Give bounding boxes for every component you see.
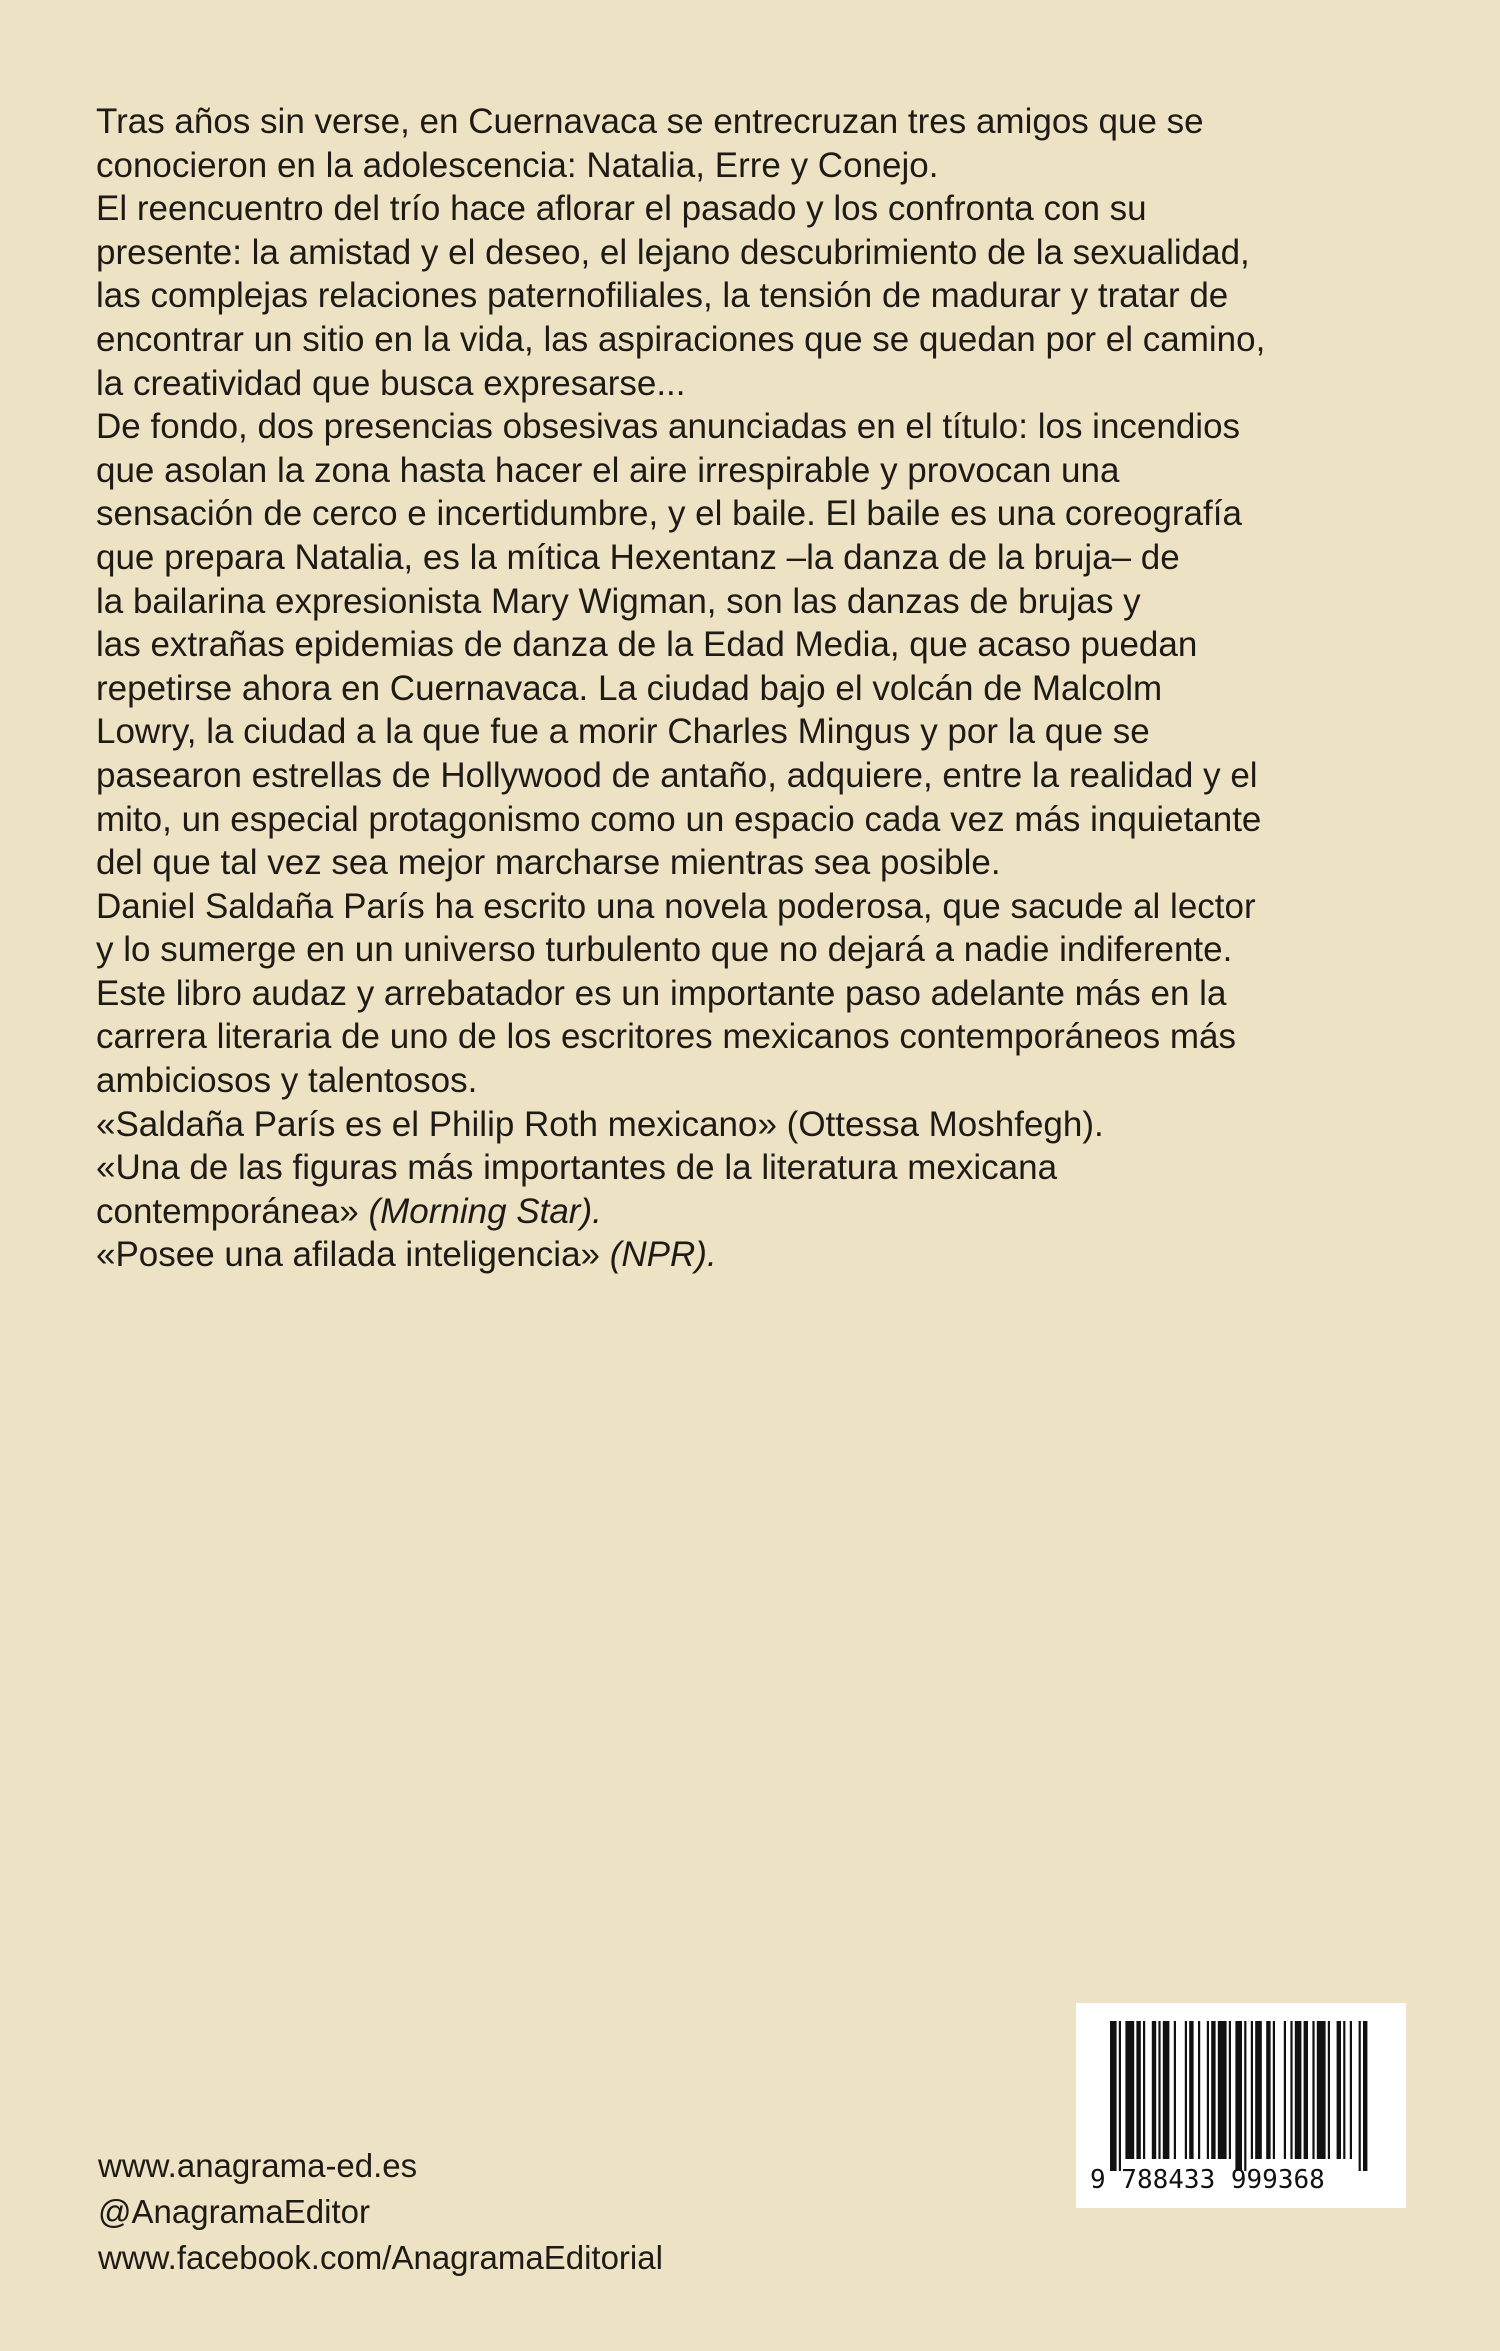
blurb-line: presente: la amistad y el deseo, el lejano descubrimiento de la sexualidad, bbox=[96, 232, 1250, 272]
blurb-line: mito, un especial protagonismo como un espacio cada vez más inquietante bbox=[96, 799, 1262, 839]
blurb-line: repetirse ahora en Cuernavaca. La ciudad bajo el volcán de Malcolm bbox=[96, 668, 1163, 708]
social-handle[interactable]: @AnagramaEditor bbox=[98, 2193, 370, 2230]
blurb-line: Daniel Saldaña París ha escrito una novela poderosa, que sacude al lector bbox=[96, 886, 1256, 926]
blurb-line: del que tal vez sea mejor marcharse mientras sea posible. bbox=[96, 843, 1001, 883]
blurb-line: De fondo, dos presencias obsesivas anunciadas en el título: los incendios bbox=[96, 407, 1241, 447]
blurb-line: conocieron en la adolescencia: Natalia, Erre y Conejo. bbox=[96, 145, 939, 185]
isbn-barcode bbox=[1076, 2003, 1406, 2208]
blurb-line: la bailarina expresionista Mary Wigman, son las danzas de brujas y bbox=[96, 581, 1141, 621]
blurb-line: ambiciosos y talentosos. bbox=[96, 1061, 478, 1101]
blurb-line: El reencuentro del trío hace aflorar el pasado y los confronta con su bbox=[96, 189, 1147, 229]
blurb-line: sensación de cerco e incertidumbre, y el baile. El baile es una coreografía bbox=[96, 494, 1242, 534]
blurb-line: la creatividad que busca expresarse... bbox=[96, 363, 686, 403]
blurb-line: que asolan la zona hasta hacer el aire irrespirable y provocan una bbox=[96, 450, 1120, 490]
back-cover-blurb bbox=[96, 100, 1416, 1277]
quote-morning-star-text: «Una de las figuras más importantes de la literatura mexicana contemporánea» bbox=[96, 1148, 1058, 1231]
quote-moshfegh: «Saldaña París es el Philip Roth mexicano» (Ottessa Moshfegh). bbox=[96, 1104, 1104, 1144]
blurb-line: las complejas relaciones paternofiliales, la tensión de madurar y tratar de bbox=[96, 276, 1229, 316]
quote-morning-star bbox=[96, 1146, 1246, 1233]
barcode-icon bbox=[1110, 2021, 1378, 2171]
blurb-line: las extrañas epidemias de danza de la Edad Media, que acaso puedan bbox=[96, 625, 1198, 665]
blurb-line: pasearon estrellas de Hollywood de antaño, adquiere, entre la realidad y el bbox=[96, 755, 1258, 795]
quote-npr bbox=[96, 1233, 1416, 1277]
blurb-line: que prepara Natalia, es la mítica Hexentanz –la danza de la bruja– de bbox=[96, 537, 1180, 577]
quote-morning-star-source: (Morning Star). bbox=[368, 1191, 602, 1231]
blurb-line: Este libro audaz y arrebatador es un importante paso adelante más en la bbox=[96, 973, 1227, 1013]
quote-npr-source: (NPR). bbox=[609, 1235, 717, 1275]
facebook-link[interactable]: www.facebook.com/AnagramaEditorial bbox=[98, 2239, 663, 2276]
quote-npr-text: «Posee una afilada inteligencia» bbox=[96, 1235, 600, 1275]
publisher-links bbox=[98, 2143, 663, 2281]
website-link[interactable]: www.anagrama-ed.es bbox=[98, 2147, 418, 2184]
blurb-line: carrera literaria de uno de los escritores mexicanos contemporáneos más bbox=[96, 1017, 1236, 1057]
blurb-line: Lowry, la ciudad a la que fue a morir Charles Mingus y por la que se bbox=[96, 712, 1150, 752]
isbn-number: 9 788433 999368 bbox=[1090, 2165, 1325, 2195]
blurb-line: encontrar un sitio en la vida, las aspiraciones que se quedan por el camino, bbox=[96, 319, 1266, 359]
blurb-line: Tras años sin verse, en Cuernavaca se entrecruzan tres amigos que se bbox=[96, 102, 1204, 141]
blurb-line: y lo sumerge en un universo turbulento que no dejará a nadie indiferente. bbox=[96, 930, 1233, 970]
